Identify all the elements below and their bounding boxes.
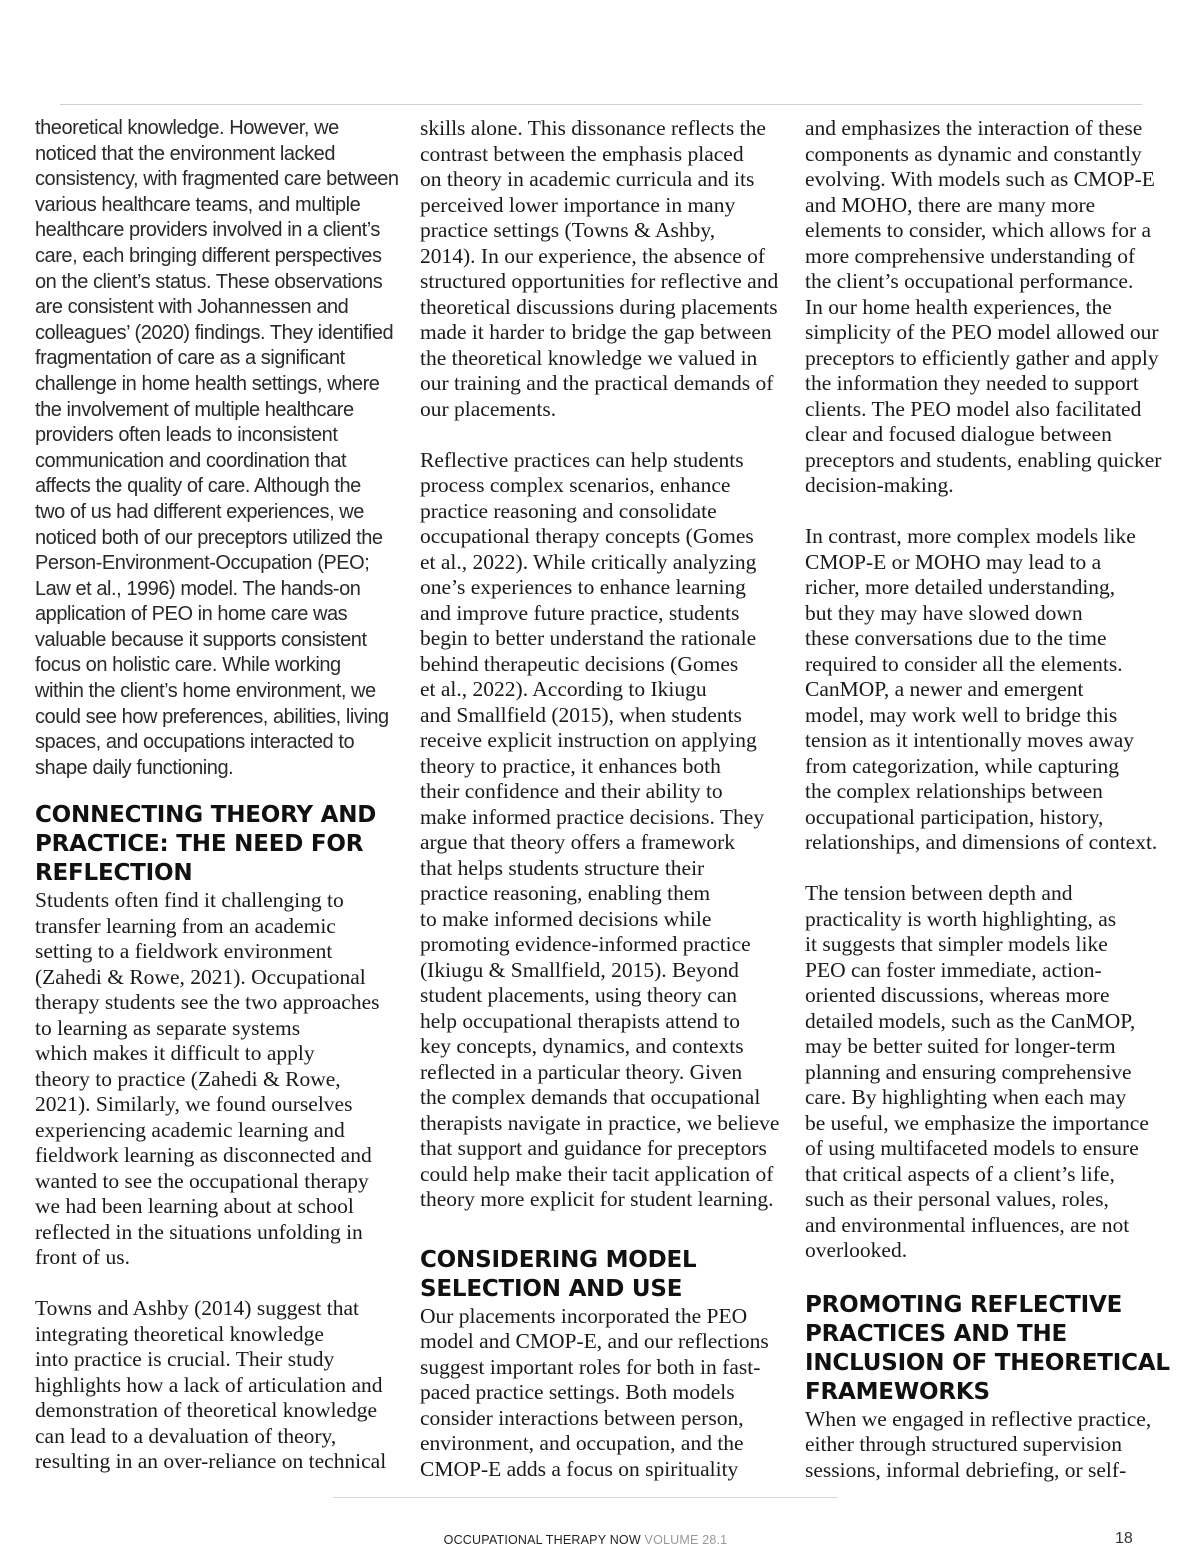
text-line: and Smallfield (2015), when students bbox=[420, 702, 742, 727]
text-line: theory to practice (Zahedi & Rowe, bbox=[35, 1066, 341, 1091]
paragraph bbox=[35, 116, 407, 781]
text-line: contrast between the emphasis placed bbox=[420, 141, 744, 166]
text-line: setting to a fieldwork environment bbox=[35, 939, 333, 964]
text-line: detailed models, such as the CanMOP, bbox=[805, 1008, 1136, 1033]
text-line: decision-making. bbox=[805, 473, 954, 497]
text-line: et al., 2022). While critically analyzing bbox=[420, 549, 757, 574]
text-line: could see how preferences, abilities, living bbox=[35, 705, 389, 728]
text-line: sessions, informal debriefing, or self- bbox=[805, 1457, 1127, 1482]
text-line: that critical aspects of a client’s life, bbox=[805, 1161, 1115, 1186]
footer-journal-line bbox=[333, 1533, 838, 1547]
text-line: to make informed decisions while bbox=[420, 906, 712, 931]
text-line: noticed both of our preceptors utilized the bbox=[35, 526, 383, 549]
text-line: colleagues’ (2020) findings. They identified bbox=[35, 321, 394, 344]
text-line: required to consider all the elements. bbox=[805, 651, 1123, 676]
text-line: fragmentation of care as a significant bbox=[35, 347, 345, 370]
text-line: INCLUSION OF THEORETICAL bbox=[805, 1349, 1170, 1376]
column-1 bbox=[35, 116, 407, 1475]
text-line: experiencing academic learning and bbox=[35, 1117, 345, 1142]
text-line: but they may have slowed down bbox=[805, 600, 1083, 625]
text-line: CMOP-E adds a focus on spirituality bbox=[420, 1456, 739, 1481]
footer-divider bbox=[333, 1497, 838, 1498]
text-line: within the client’s home environment, we bbox=[35, 680, 376, 703]
text-line: and improve future practice, students bbox=[420, 600, 740, 625]
text-line: preceptors and students, enabling quicker bbox=[805, 447, 1162, 472]
text-line: care. By highlighting when each may bbox=[805, 1085, 1127, 1109]
paragraph bbox=[805, 881, 1177, 1264]
text-line: therapy students see the two approaches bbox=[35, 990, 380, 1015]
text-line: structured opportunities for reflective and bbox=[420, 269, 779, 293]
text-line: that support and guidance for preceptors bbox=[420, 1136, 767, 1160]
text-line: to learning as separate systems bbox=[35, 1015, 301, 1040]
text-line: receive explicit instruction on applying bbox=[420, 728, 757, 752]
text-line: suggest important roles for both in fast- bbox=[420, 1354, 761, 1379]
top-divider bbox=[60, 104, 1142, 105]
text-line: focus on holistic care. While working bbox=[35, 654, 341, 677]
text-line: may be better suited for longer-term bbox=[805, 1034, 1116, 1058]
column-3 bbox=[805, 116, 1177, 1483]
text-line: could help make their tacit application of bbox=[420, 1161, 774, 1186]
text-line: reflected in a particular theory. Given bbox=[420, 1059, 743, 1084]
text-line: reflected in the situations unfolding in bbox=[35, 1219, 363, 1244]
text-line: CMOP-E or MOHO may lead to a bbox=[805, 549, 1102, 574]
text-line: noticed that the environment lacked bbox=[35, 142, 336, 165]
paragraph bbox=[805, 116, 1177, 499]
text-line: process complex scenarios, enhance bbox=[420, 473, 731, 497]
text-line: tension as it intentionally moves away bbox=[805, 728, 1135, 752]
text-line: integrating theoretical knowledge bbox=[35, 1321, 324, 1346]
text-line: evolving. With models such as CMOP-E bbox=[805, 167, 1155, 191]
text-line: made it harder to bridge the gap between bbox=[420, 320, 772, 344]
text-line: into practice is crucial. Their study bbox=[35, 1347, 335, 1372]
text-line: their confidence and their ability to bbox=[420, 779, 723, 803]
text-line: highlights how a lack of articulation and bbox=[35, 1372, 383, 1397]
page-number: 18 bbox=[1115, 1530, 1133, 1547]
text-line: the complex relationships between bbox=[805, 779, 1103, 803]
text-line: and emphasizes the interaction of these bbox=[805, 116, 1143, 140]
text-line: more comprehensive understanding of bbox=[805, 243, 1136, 268]
paragraph bbox=[420, 1304, 792, 1483]
text-line: occupational therapy concepts (Gomes bbox=[420, 524, 754, 548]
text-line: occupational participation, history, bbox=[805, 804, 1104, 829]
paragraph bbox=[420, 448, 792, 1213]
text-line: student placements, using theory can bbox=[420, 983, 738, 1007]
text-line: therapists navigate in practice, we believe bbox=[420, 1110, 780, 1135]
text-line: two of us had different experiences, we bbox=[35, 500, 364, 523]
text-line: practice reasoning, enabling them bbox=[420, 881, 711, 905]
text-line: healthcare providers involved in a client’s bbox=[35, 219, 380, 242]
section-heading bbox=[420, 1246, 792, 1304]
text-line: clients. The PEO model also facilitated bbox=[805, 396, 1142, 421]
journal-volume: VOLUME 28.1 bbox=[644, 1533, 728, 1547]
text-line: resulting in an over-reliance on technical bbox=[35, 1449, 387, 1474]
text-line: Our placements incorporated the PEO bbox=[420, 1303, 748, 1328]
text-line: demonstration of theoretical knowledge bbox=[35, 1398, 378, 1423]
text-line: from categorization, while capturing bbox=[805, 753, 1120, 778]
text-line: CanMOP, a newer and emergent bbox=[805, 677, 1084, 701]
text-line: these conversations due to the time bbox=[805, 626, 1107, 650]
text-line: the theoretical knowledge we valued in bbox=[420, 345, 758, 370]
text-line: which makes it difficult to apply bbox=[35, 1041, 315, 1066]
paragraph bbox=[35, 1296, 407, 1475]
text-line: In our home health experiences, the bbox=[805, 294, 1112, 319]
text-line: argue that theory offers a framework bbox=[420, 830, 736, 854]
text-line: (Zahedi & Rowe, 2021). Occupational bbox=[35, 964, 366, 989]
text-line: either through structured supervision bbox=[805, 1432, 1123, 1456]
text-line: shape daily functioning. bbox=[35, 756, 234, 779]
text-line: be useful, we emphasize the importance bbox=[805, 1110, 1149, 1135]
paragraph bbox=[35, 888, 407, 1271]
text-line: our placements. bbox=[420, 396, 557, 421]
text-line: 2021). Similarly, we found ourselves bbox=[35, 1092, 353, 1117]
text-line: promoting evidence-informed practice bbox=[420, 932, 751, 956]
text-line: FRAMEWORKS bbox=[805, 1378, 990, 1405]
text-line: and environmental influences, are not bbox=[805, 1212, 1130, 1237]
text-line: model and CMOP-E, and our reflections bbox=[420, 1329, 769, 1353]
text-line: the complex demands that occupational bbox=[420, 1085, 761, 1109]
paragraph bbox=[805, 1407, 1177, 1484]
text-line: Towns and Ashby (2014) suggest that bbox=[35, 1296, 359, 1321]
text-line: that helps students structure their bbox=[420, 855, 705, 880]
text-line: various healthcare teams, and multiple bbox=[35, 193, 361, 216]
text-line: practice settings (Towns & Ashby, bbox=[420, 218, 716, 242]
column-2 bbox=[420, 116, 792, 1482]
text-line: we had been learning about at school bbox=[35, 1194, 354, 1219]
text-line: challenge in home health settings, where bbox=[35, 372, 380, 395]
text-line: the information they needed to support bbox=[805, 371, 1139, 395]
text-line: richer, more detailed understanding, bbox=[805, 575, 1116, 599]
text-line: clear and focused dialogue between bbox=[805, 422, 1112, 446]
text-line: are consistent with Johannessen and bbox=[35, 296, 349, 319]
text-line: spaces, and occupations interacted to bbox=[35, 731, 355, 754]
text-line: Law et al., 1996) model. The hands-on bbox=[35, 577, 361, 600]
text-line: (Ikiugu & Smallfield, 2015). Beyond bbox=[420, 957, 739, 982]
text-line: Students often find it challenging to bbox=[35, 888, 344, 913]
paragraph bbox=[805, 524, 1177, 856]
text-line: the client’s occupational performance. bbox=[805, 269, 1134, 293]
text-line: PEO can foster immediate, action- bbox=[805, 957, 1102, 982]
text-line: perceived lower importance in many bbox=[420, 192, 736, 217]
text-line: The tension between depth and bbox=[805, 881, 1073, 905]
text-line: elements to consider, which allows for a bbox=[805, 218, 1152, 242]
paragraph bbox=[420, 116, 792, 422]
text-line: help occupational therapists attend to bbox=[420, 1008, 741, 1033]
text-line: consistency, with fragmented care between bbox=[35, 168, 399, 191]
text-line: wanted to see the occupational therapy bbox=[35, 1168, 369, 1193]
text-line: CONSIDERING MODEL bbox=[420, 1246, 697, 1273]
text-line: valuable because it supports consistent bbox=[35, 628, 367, 651]
text-line: such as their personal values, roles, bbox=[805, 1187, 1109, 1211]
text-line: Person-Environment-Occupation (PEO; bbox=[35, 552, 370, 575]
text-line: PROMOTING REFLECTIVE bbox=[805, 1291, 1123, 1318]
text-line: paced practice settings. Both models bbox=[420, 1380, 735, 1404]
text-line: model, may work well to bridge this bbox=[805, 702, 1118, 727]
text-line: theory more explicit for student learning. bbox=[420, 1187, 774, 1211]
text-line: on the client’s status. These observations bbox=[35, 270, 383, 293]
text-line: Reflective practices can help students bbox=[420, 447, 744, 472]
text-line: SELECTION AND USE bbox=[420, 1275, 683, 1302]
text-line: overlooked. bbox=[805, 1238, 908, 1262]
section-heading bbox=[805, 1291, 1177, 1407]
text-line: CONNECTING THEORY AND bbox=[35, 802, 377, 829]
text-line: application of PEO in home care was bbox=[35, 603, 348, 626]
text-line: oriented discussions, whereas more bbox=[805, 983, 1110, 1007]
text-line: affects the quality of care. Although the bbox=[35, 475, 361, 498]
text-line: planning and ensuring comprehensive bbox=[805, 1059, 1132, 1084]
section-heading bbox=[35, 801, 407, 888]
text-line: care, each bringing different perspectives bbox=[35, 244, 382, 267]
text-line: practice reasoning and consolidate bbox=[420, 498, 717, 523]
text-line: make informed practice decisions. They bbox=[420, 804, 765, 829]
text-line: key concepts, dynamics, and contexts bbox=[420, 1034, 744, 1058]
text-line: and MOHO, there are many more bbox=[805, 192, 1096, 217]
text-line: fieldwork learning as disconnected and bbox=[35, 1143, 372, 1168]
text-line: REFLECTION bbox=[35, 860, 193, 887]
text-line: components as dynamic and constantly bbox=[805, 141, 1142, 166]
text-line: of using multifaceted models to ensure bbox=[805, 1136, 1139, 1160]
text-line: environment, and occupation, and the bbox=[420, 1431, 744, 1455]
text-line: one’s experiences to enhance learning bbox=[420, 575, 746, 599]
text-line: it suggests that simpler models like bbox=[805, 932, 1108, 956]
text-line: on theory in academic curricula and its bbox=[420, 167, 755, 191]
text-line: PRACTICE: THE NEED FOR bbox=[35, 831, 364, 858]
text-line: When we engaged in reflective practice, bbox=[805, 1406, 1152, 1431]
text-line: 2014). In our experience, the absence of bbox=[420, 243, 766, 268]
text-line: behind therapeutic decisions (Gomes bbox=[420, 651, 739, 676]
text-line: theoretical knowledge. However, we bbox=[35, 117, 339, 139]
text-line: simplicity of the PEO model allowed our bbox=[805, 320, 1159, 344]
text-line: begin to better understand the rationale bbox=[420, 626, 757, 650]
text-line: theoretical discussions during placements bbox=[420, 294, 778, 319]
text-line: theory to practice, it enhances both bbox=[420, 753, 721, 778]
text-line: et al., 2022). According to Ikiugu bbox=[420, 677, 707, 701]
journal-name: OCCUPATIONAL THERAPY NOW bbox=[443, 1533, 641, 1547]
text-line: can lead to a devaluation of theory, bbox=[35, 1423, 337, 1448]
text-line: skills alone. This dissonance reflects the bbox=[420, 116, 766, 140]
text-line: relationships, and dimensions of context. bbox=[805, 830, 1158, 854]
text-line: PRACTICES AND THE bbox=[805, 1320, 1068, 1347]
text-line: the involvement of multiple healthcare bbox=[35, 398, 354, 421]
text-line: preceptors to efficiently gather and apply bbox=[805, 345, 1159, 370]
text-line: In contrast, more complex models like bbox=[805, 524, 1136, 548]
text-line: our training and the practical demands of bbox=[420, 371, 774, 395]
text-line: communication and coordination that bbox=[35, 449, 347, 472]
text-line: consider interactions between person, bbox=[420, 1405, 744, 1430]
text-line: front of us. bbox=[35, 1245, 130, 1270]
text-line: practicality is worth highlighting, as bbox=[805, 906, 1117, 931]
text-line: transfer learning from an academic bbox=[35, 913, 336, 938]
text-line: providers often leads to inconsistent bbox=[35, 424, 338, 447]
